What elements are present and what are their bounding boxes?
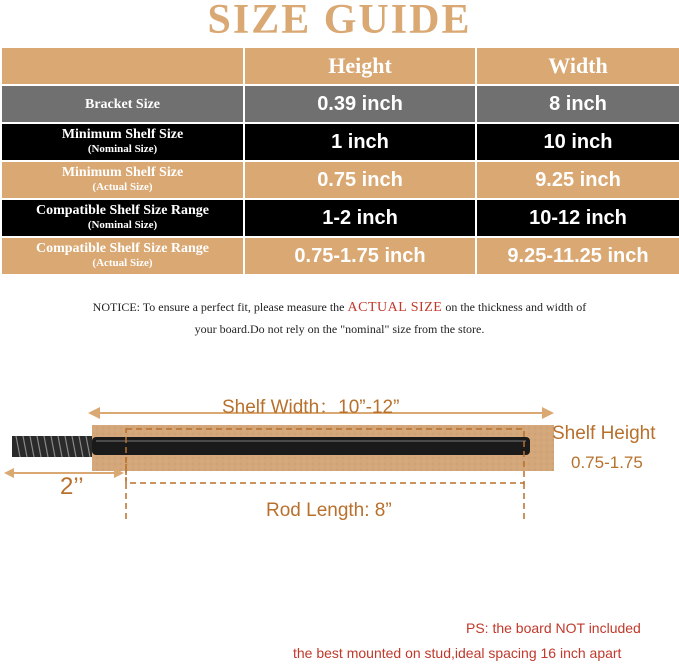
arrow-right-icon [542,407,554,419]
row-label [1,85,244,123]
table-row [1,199,679,237]
row-label-sub: (Nominal Size) [87,143,158,155]
width-value: 10-12 inch [476,199,679,237]
width-value: 9.25 inch [476,161,679,199]
table-row [1,161,679,199]
row-label-main: Compatible Shelf Size Range [35,241,210,256]
row-label-main: Minimum Shelf Size [61,127,184,142]
row-label-sub: (Actual Size) [92,257,153,269]
arrow-left-icon [4,468,14,478]
table-row [1,85,679,123]
ps-line-2: the best mounted on stud,ideal spacing 16 inch apart [293,645,622,661]
row-label [1,237,244,275]
width-value: 10 inch [476,123,679,161]
shelf-height-label: Shelf Height [552,423,656,444]
table-row [1,237,679,275]
header-width: Width [476,47,679,85]
row-label [1,199,244,237]
notice-line-1 [0,296,679,319]
header-empty [1,47,244,85]
row-label-main: Compatible Shelf Size Range [35,203,210,218]
row-label-main: Bracket Size [84,96,161,112]
ps-line-1: PS: the board NOT included [466,620,641,636]
width-value: 9.25-11.25 inch [476,237,679,275]
notice-highlight: ACTUAL SIZE [347,300,443,315]
height-value: 0.39 inch [244,85,476,123]
notice-suffix: on the thickness and width of [442,300,587,314]
width-value: 8 inch [476,85,679,123]
row-label-sub: (Nominal Size) [87,219,158,231]
notice-prefix: NOTICE: To ensure a perfect fit, please measure the [92,300,348,314]
arrow-left-icon [88,407,100,419]
height-value: 1-2 inch [244,199,476,237]
shelf-diagram [0,385,679,535]
row-label-main: Minimum Shelf Size [61,165,184,180]
row-label [1,161,244,199]
table-row [1,123,679,161]
notice-line-2: your board.Do not rely on the "nominal" size from the store. [194,322,485,336]
shelf-width-label: Shelf Width：10”-12” [222,397,400,418]
header-height: Height [244,47,476,85]
height-value: 0.75 inch [244,161,476,199]
screw-thread-icon [12,436,92,457]
size-guide-table [0,46,679,276]
shelf-height-value: 0.75-1.75 [571,453,643,472]
rod [92,437,530,455]
height-value: 0.75-1.75 inch [244,237,476,275]
table-header-row [1,47,679,85]
screw-length-label: 2’’ [60,473,84,500]
row-label [1,123,244,161]
rod-length-label: Rod Length: 8” [266,500,392,521]
row-label-sub: (Actual Size) [92,181,153,193]
page-title: SIZE GUIDE [207,0,472,43]
height-value: 1 inch [244,123,476,161]
